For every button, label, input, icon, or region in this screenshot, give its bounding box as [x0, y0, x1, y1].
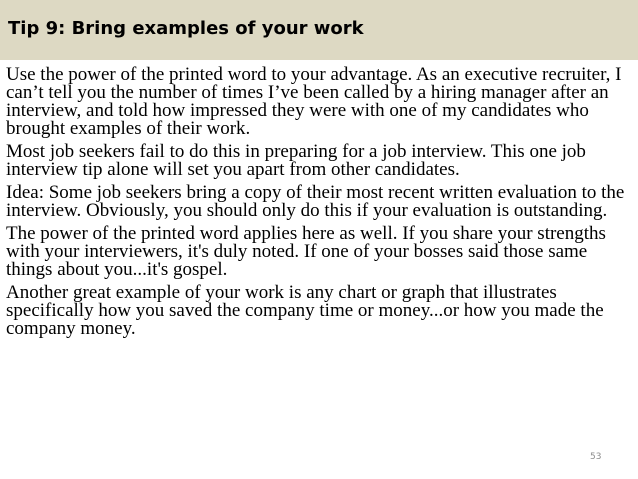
page-number: 53	[590, 452, 602, 462]
paragraph-5: Another great example of your work is any chart or graph that illustrates specifically how you saved the company time or money...or how you made the company money.	[6, 282, 604, 339]
paragraph-1: Use the power of the printed word to your advantage. As an executive recruiter, I can’t tell you the number of times I’ve been called by a hiring manager after an interview, and told how impressed they were with one of my candidates who brought examples of their work.	[6, 64, 622, 139]
paragraph-4: The power of the printed word applies here as well. If you share your strengths with your interviewers, it's duly noted. If one of your bosses said those same things about you...it's gospel.	[6, 223, 606, 280]
slide-body	[6, 66, 632, 343]
slide-title: Tip 9: Bring examples of your work	[8, 18, 364, 39]
paragraph-2: Most job seekers fail to do this in preparing for a job interview. This one job interview tip alone will set you apart from other candidates.	[6, 141, 586, 180]
paragraph-3: Idea: Some job seekers bring a copy of their most recent written evaluation to the interview. Obviously, you should only do this if your evaluation is outstanding.	[6, 182, 625, 221]
title-bar	[0, 0, 638, 60]
